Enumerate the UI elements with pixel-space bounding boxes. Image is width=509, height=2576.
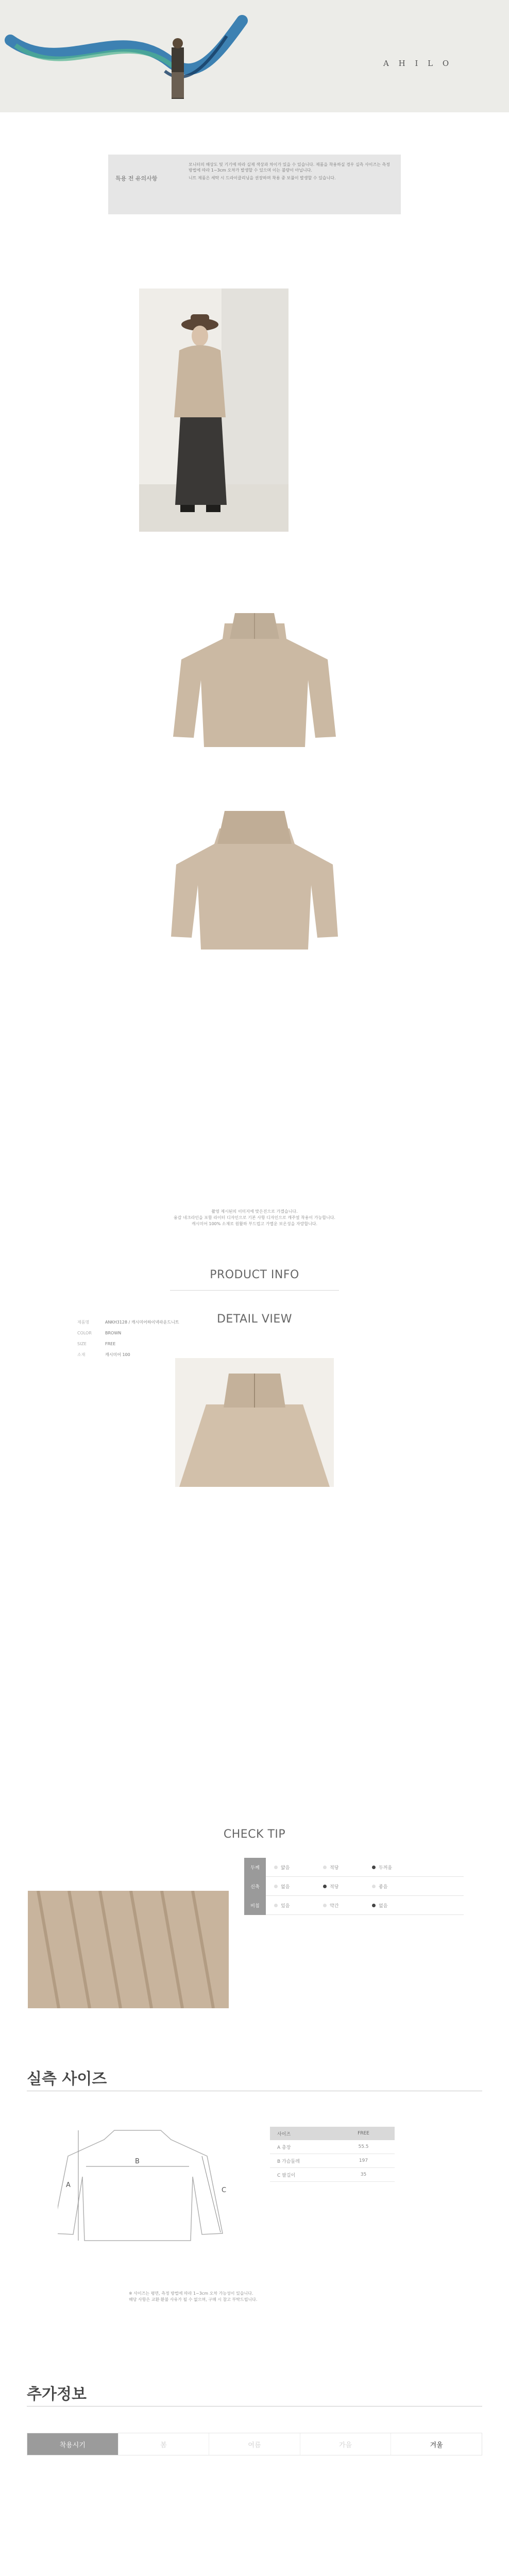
size-row: C 팔길이 35 [270, 2168, 395, 2182]
season-autumn: 가을 [300, 2433, 392, 2455]
size-diagram [58, 2115, 233, 2249]
size-row: B 가슴둘레 197 [270, 2154, 395, 2168]
season-winter: 겨울 [430, 2441, 443, 2449]
detail-view-title: DETAIL VIEW [216, 1313, 293, 1326]
tip-row-sheer: 비침 있음 약간 없음 [244, 1896, 464, 1915]
check-tip-title: CHECK TIP [223, 1828, 286, 1841]
tip-row-stretch: 신축 없음 적당 좋음 [244, 1877, 464, 1896]
dimension-label-a: A [66, 2181, 71, 2189]
season-summer: 여름 [209, 2433, 300, 2455]
check-tip-table [244, 1858, 464, 1915]
extra-info-title: 추가정보 [27, 2385, 87, 2403]
size-table [270, 2127, 395, 2182]
notice-box [108, 155, 401, 214]
season-spring: 봄 [118, 2433, 210, 2455]
dimension-label-c: C [222, 2187, 227, 2194]
notice-paragraph: 모니터의 해상도 및 기기에 따라 실제 색상과 차이가 있을 수 있습니다. 제품을 착용하실 경우 실측 사이즈는 측정 방법에 따라 1~3cm 오차가 발생할 수 있으며 이는 불량이 아닙니다. [189, 162, 390, 173]
tip-row-thickness: 두께 얇음 적당 두꺼움 [244, 1858, 464, 1877]
info-row: 제품명 ANKH3128 / 캐시미어하이넥라운드니트 [77, 1320, 179, 1325]
size-table-header: 사이즈 FREE [270, 2127, 395, 2140]
season-bar [27, 2433, 482, 2455]
notice-body [189, 162, 393, 183]
fabric-closeup-photo [28, 1891, 229, 2008]
size-note: ※ 사이즈는 평면, 측정 방법에 따라 1~3cm 오차 가능성이 있습니다. 해당 사항은 교환·환불 사유가 될 수 없으며, 구매 시 참고 부탁드립니다. [129, 2291, 258, 2302]
product-front-photo [163, 603, 346, 757]
divider [170, 1290, 339, 1291]
notice-paragraph: 니트 제품은 세탁 시 드라이클리닝을 권장하며 착용 중 보풀이 발생할 수 있습니다. [189, 176, 336, 180]
model-photo [139, 289, 289, 532]
size-row: A 총장 55.5 [270, 2140, 395, 2154]
brand-name: A H I L O [383, 59, 453, 68]
season-label: 착용시기 [27, 2433, 118, 2455]
description-line: 캐시미어 100% 소재로 원활하 부드럽고 가볍운 보온성을 자랑합니다. [191, 1222, 318, 1226]
product-description [0, 1209, 509, 1227]
size-section-title: 실측 사이즈 [27, 2070, 107, 2088]
hero-banner [0, 0, 509, 112]
detail-photo [175, 1358, 334, 1487]
notice-title: 특용 전 유의사항 [115, 175, 158, 182]
product-info-title: PRODUCT INFO [210, 1268, 299, 1281]
info-row: 소재 캐시미어 100 [77, 1352, 130, 1357]
description-line: 촬영 제시된의 이미지에 맞은진으로 가겠습니다. [211, 1209, 298, 1214]
info-row: COLOR BROWN [77, 1331, 122, 1335]
product-back-photo [163, 803, 346, 957]
dimension-label-b: B [135, 2158, 140, 2165]
description-line: 융감 네크라인을 포함 라이터 디자인으로 기본 사항 디자인으로 캐주얼 착용이 가능합니다. [174, 1215, 335, 1220]
brand-artwork [0, 0, 509, 112]
info-row: SIZE FREE [77, 1342, 116, 1346]
